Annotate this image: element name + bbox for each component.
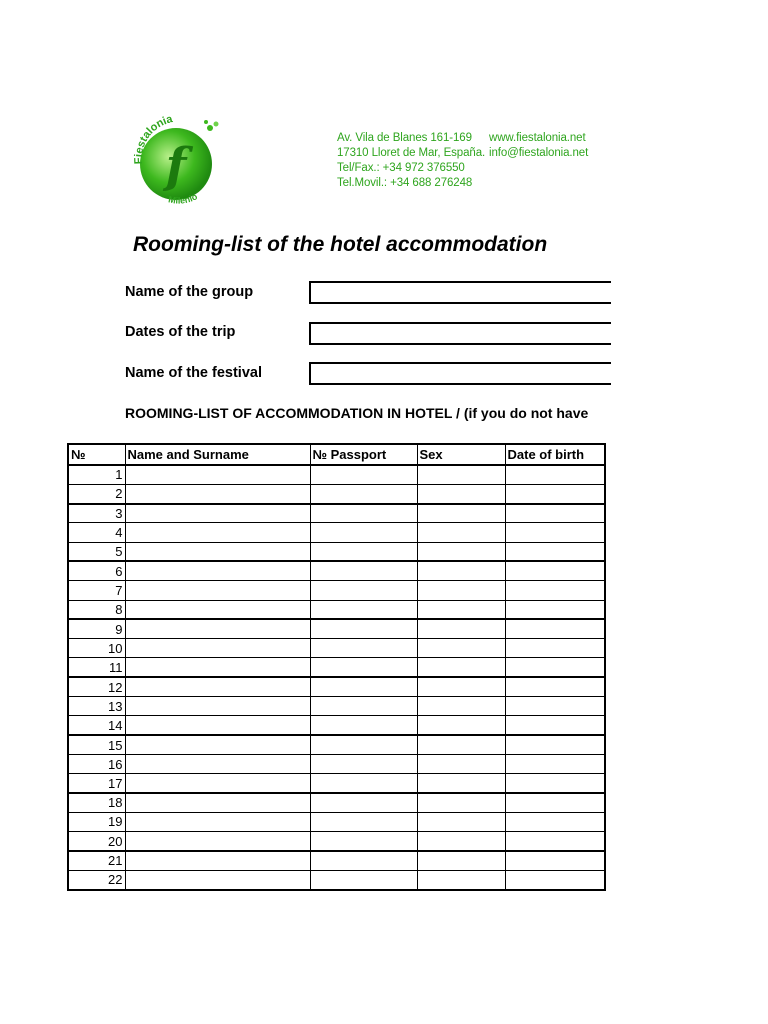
passport-cell[interactable] bbox=[310, 658, 417, 677]
date-of-birth-cell[interactable] bbox=[505, 658, 605, 677]
sex-cell[interactable] bbox=[417, 735, 505, 754]
name-surname-cell[interactable] bbox=[125, 851, 310, 870]
passport-cell[interactable] bbox=[310, 774, 417, 793]
row-number: 13 bbox=[68, 697, 125, 716]
passport-cell[interactable] bbox=[310, 542, 417, 561]
table-row bbox=[68, 754, 605, 773]
group-name-field[interactable] bbox=[309, 281, 611, 304]
sex-cell[interactable] bbox=[417, 542, 505, 561]
passport-cell[interactable] bbox=[310, 465, 417, 484]
contact-web-block bbox=[489, 131, 588, 161]
sex-cell[interactable] bbox=[417, 697, 505, 716]
passport-cell[interactable] bbox=[310, 581, 417, 600]
logo-letter: f bbox=[165, 138, 187, 194]
date-of-birth-cell[interactable] bbox=[505, 735, 605, 754]
date-of-birth-cell[interactable] bbox=[505, 774, 605, 793]
sex-cell[interactable] bbox=[417, 465, 505, 484]
row-number: 1 bbox=[68, 465, 125, 484]
contact-address: Av. Vila de Blanes 161-169 bbox=[337, 132, 472, 144]
passport-cell[interactable] bbox=[310, 639, 417, 658]
name-surname-cell[interactable] bbox=[125, 870, 310, 889]
passport-cell[interactable] bbox=[310, 735, 417, 754]
date-of-birth-cell[interactable] bbox=[505, 754, 605, 773]
date-of-birth-cell[interactable] bbox=[505, 484, 605, 503]
row-number: 2 bbox=[68, 484, 125, 503]
name-surname-cell[interactable] bbox=[125, 619, 310, 638]
date-of-birth-cell[interactable] bbox=[505, 870, 605, 889]
date-of-birth-cell[interactable] bbox=[505, 793, 605, 812]
table-row bbox=[68, 465, 605, 484]
row-number: 6 bbox=[68, 561, 125, 580]
name-surname-cell[interactable] bbox=[125, 716, 310, 735]
date-of-birth-cell[interactable] bbox=[505, 639, 605, 658]
name-surname-cell[interactable] bbox=[125, 697, 310, 716]
rooming-list-subheading: ROOMING-LIST OF ACCOMMODATION IN HOTEL / (if you do not have bbox=[125, 405, 589, 421]
date-of-birth-cell[interactable] bbox=[505, 465, 605, 484]
table-row bbox=[68, 697, 605, 716]
table-row bbox=[68, 619, 605, 638]
svg-text:Fiestalonia: Fiestalonia bbox=[132, 113, 174, 165]
contact-telfax: Tel/Fax.: +34 972 376550 bbox=[337, 162, 465, 174]
passport-cell[interactable] bbox=[310, 754, 417, 773]
contact-email-link[interactable]: info@fiestalonia.net bbox=[489, 147, 589, 159]
row-number: 8 bbox=[68, 600, 125, 619]
festival-name-label: Name of the festival bbox=[125, 365, 262, 381]
table-row bbox=[68, 793, 605, 812]
passport-cell[interactable] bbox=[310, 484, 417, 503]
row-number: 10 bbox=[68, 639, 125, 658]
header-sex: Sex bbox=[417, 444, 505, 465]
table-row bbox=[68, 639, 605, 658]
date-of-birth-cell[interactable] bbox=[505, 812, 605, 831]
name-surname-cell[interactable] bbox=[125, 542, 310, 561]
name-surname-cell[interactable] bbox=[125, 504, 310, 523]
sex-cell[interactable] bbox=[417, 870, 505, 889]
date-of-birth-cell[interactable] bbox=[505, 832, 605, 851]
name-surname-cell[interactable] bbox=[125, 774, 310, 793]
table-row bbox=[68, 832, 605, 851]
table-row bbox=[68, 542, 605, 561]
table-row bbox=[68, 774, 605, 793]
festival-name-field[interactable] bbox=[309, 362, 611, 385]
name-surname-cell[interactable] bbox=[125, 581, 310, 600]
row-number: 22 bbox=[68, 870, 125, 889]
name-surname-cell[interactable] bbox=[125, 484, 310, 503]
passport-cell[interactable] bbox=[310, 851, 417, 870]
sex-cell[interactable] bbox=[417, 754, 505, 773]
sex-cell[interactable] bbox=[417, 793, 505, 812]
contact-web-link[interactable]: www.fiestalonia.net bbox=[489, 132, 586, 144]
passport-cell[interactable] bbox=[310, 677, 417, 696]
sex-cell[interactable] bbox=[417, 677, 505, 696]
sex-cell[interactable] bbox=[417, 658, 505, 677]
fiestalonia-logo bbox=[128, 106, 228, 216]
sex-cell[interactable] bbox=[417, 832, 505, 851]
row-number: 17 bbox=[68, 774, 125, 793]
sex-cell[interactable] bbox=[417, 619, 505, 638]
table-row bbox=[68, 484, 605, 503]
sex-cell[interactable] bbox=[417, 600, 505, 619]
date-of-birth-cell[interactable] bbox=[505, 619, 605, 638]
trip-dates-field[interactable] bbox=[309, 322, 611, 345]
name-surname-cell[interactable] bbox=[125, 639, 310, 658]
date-of-birth-cell[interactable] bbox=[505, 581, 605, 600]
sex-cell[interactable] bbox=[417, 851, 505, 870]
row-number: 4 bbox=[68, 523, 125, 542]
passport-cell[interactable] bbox=[310, 619, 417, 638]
row-number: 12 bbox=[68, 677, 125, 696]
date-of-birth-cell[interactable] bbox=[505, 851, 605, 870]
row-number: 21 bbox=[68, 851, 125, 870]
passport-cell[interactable] bbox=[310, 504, 417, 523]
name-surname-cell[interactable] bbox=[125, 812, 310, 831]
table-row bbox=[68, 523, 605, 542]
row-number: 15 bbox=[68, 735, 125, 754]
name-surname-cell[interactable] bbox=[125, 658, 310, 677]
name-surname-cell[interactable] bbox=[125, 561, 310, 580]
table-row bbox=[68, 658, 605, 677]
sex-cell[interactable] bbox=[417, 812, 505, 831]
name-surname-cell[interactable] bbox=[125, 677, 310, 696]
name-surname-cell[interactable] bbox=[125, 754, 310, 773]
passport-cell[interactable] bbox=[310, 523, 417, 542]
row-number: 19 bbox=[68, 812, 125, 831]
sex-cell[interactable] bbox=[417, 639, 505, 658]
rooming-list-table bbox=[67, 443, 606, 891]
sex-cell[interactable] bbox=[417, 504, 505, 523]
table-row bbox=[68, 581, 605, 600]
row-number: 5 bbox=[68, 542, 125, 561]
row-number: 18 bbox=[68, 793, 125, 812]
sex-cell[interactable] bbox=[417, 484, 505, 503]
passport-cell[interactable] bbox=[310, 600, 417, 619]
sex-cell[interactable] bbox=[417, 716, 505, 735]
passport-cell[interactable] bbox=[310, 561, 417, 580]
table-row bbox=[68, 870, 605, 889]
sex-cell[interactable] bbox=[417, 523, 505, 542]
table-row bbox=[68, 504, 605, 523]
table-row bbox=[68, 600, 605, 619]
date-of-birth-cell[interactable] bbox=[505, 677, 605, 696]
date-of-birth-cell[interactable] bbox=[505, 697, 605, 716]
row-number: 16 bbox=[68, 754, 125, 773]
sex-cell[interactable] bbox=[417, 774, 505, 793]
name-surname-cell[interactable] bbox=[125, 832, 310, 851]
table-row bbox=[68, 812, 605, 831]
header-name-surname: Name and Surname bbox=[125, 444, 310, 465]
date-of-birth-cell[interactable] bbox=[505, 716, 605, 735]
header-number: № bbox=[68, 444, 125, 465]
table-row bbox=[68, 716, 605, 735]
date-of-birth-cell[interactable] bbox=[505, 561, 605, 580]
date-of-birth-cell[interactable] bbox=[505, 523, 605, 542]
contact-address-block bbox=[337, 131, 485, 191]
svg-text:Milenio: Milenio bbox=[167, 191, 199, 206]
row-number: 14 bbox=[68, 716, 125, 735]
table-row bbox=[68, 851, 605, 870]
name-surname-cell[interactable] bbox=[125, 600, 310, 619]
row-number: 3 bbox=[68, 504, 125, 523]
header-passport: № Passport bbox=[310, 444, 417, 465]
row-number: 20 bbox=[68, 832, 125, 851]
group-name-label: Name of the group bbox=[125, 284, 254, 300]
row-number: 9 bbox=[68, 619, 125, 638]
row-number: 7 bbox=[68, 581, 125, 600]
header-date-of-birth: Date of birth bbox=[505, 444, 605, 465]
passport-cell[interactable] bbox=[310, 832, 417, 851]
name-surname-cell[interactable] bbox=[125, 735, 310, 754]
name-surname-cell[interactable] bbox=[125, 523, 310, 542]
trip-dates-label: Dates of the trip bbox=[125, 324, 236, 340]
table-row bbox=[68, 677, 605, 696]
table-row bbox=[68, 735, 605, 754]
passport-cell[interactable] bbox=[310, 812, 417, 831]
page-title: Rooming-list of the hotel accommodation bbox=[133, 233, 548, 256]
name-surname-cell[interactable] bbox=[125, 465, 310, 484]
passport-cell[interactable] bbox=[310, 697, 417, 716]
row-number: 11 bbox=[68, 658, 125, 677]
date-of-birth-cell[interactable] bbox=[505, 542, 605, 561]
name-surname-cell[interactable] bbox=[125, 793, 310, 812]
sex-cell[interactable] bbox=[417, 581, 505, 600]
passport-cell[interactable] bbox=[310, 716, 417, 735]
passport-cell[interactable] bbox=[310, 870, 417, 889]
contact-telmovil: Tel.Movil.: +34 688 276248 bbox=[337, 177, 473, 189]
date-of-birth-cell[interactable] bbox=[505, 504, 605, 523]
contact-city: 17310 Lloret de Mar, España. bbox=[337, 147, 486, 159]
passport-cell[interactable] bbox=[310, 793, 417, 812]
table-row bbox=[68, 561, 605, 580]
sex-cell[interactable] bbox=[417, 561, 505, 580]
table-header-row bbox=[68, 444, 605, 465]
date-of-birth-cell[interactable] bbox=[505, 600, 605, 619]
